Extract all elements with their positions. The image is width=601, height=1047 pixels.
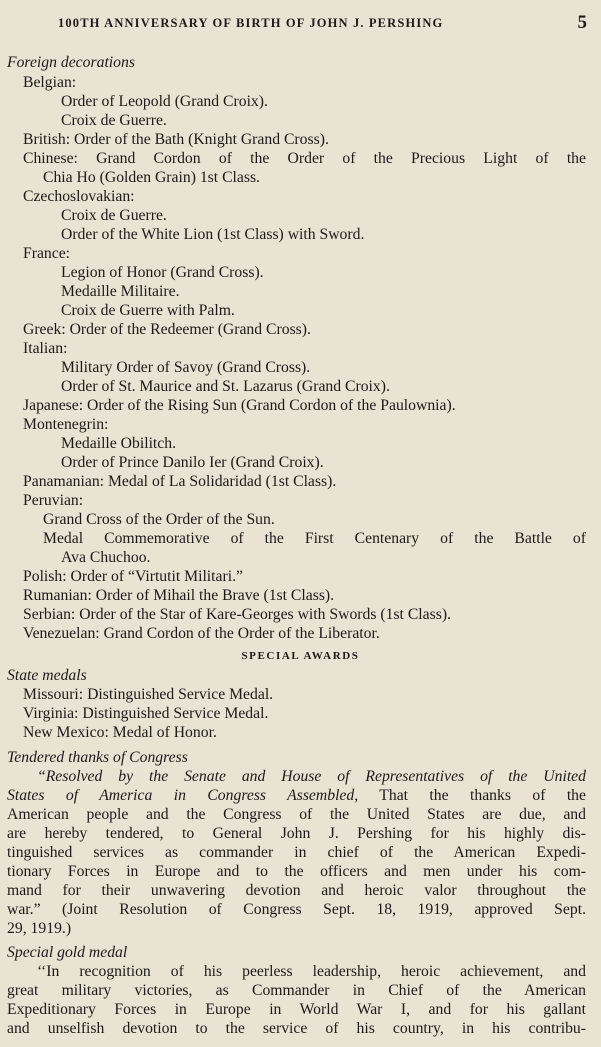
special-awards-heading: SPECIAL AWARDS [241,650,360,662]
decoration-line: Legion of Honor (Grand Cross). [61,264,264,281]
country-line: British: Order of the Bath (Knight Grand Cross). [23,131,329,148]
decoration-line: Order of Leopold (Grand Croix). [61,93,268,110]
resolution-line: American people and the Congress of the United States are due, and [7,806,586,823]
section-heading-foreign-decorations: Foreign decorations [7,54,135,71]
resolution-line: war.” (Joint Resolution of Congress Sept. 18, 1919, approved Sept. [7,901,586,918]
resolution-line: tionary Forces in Europe and to the officers and men under his com- [7,863,586,880]
decoration-line: Croix de Guerre. [61,207,167,224]
country-line: Czechoslovakian: [23,188,135,205]
running-head: 100TH ANNIVERSARY OF BIRTH OF JOHN J. PERSHING [58,16,444,30]
decoration-line: Medaille Militaire. [61,283,180,300]
country-line: Peruvian: [23,492,84,509]
section-heading-state-medals: State medals [7,667,87,684]
resolution-line: mand for their unwavering devotion and heroic valor throughout the [7,882,586,899]
state-medal-line: Missouri: Distinguished Service Medal. [23,686,274,703]
state-medal-line: Virginia: Distinguished Service Medal. [23,705,269,722]
decoration-line: Croix de Guerre with Palm. [61,302,235,319]
country-line: Japanese: Order of the Rising Sun (Grand Cordon of the Paulownia). [23,397,456,414]
resolution-italic-text: States of America in Congress Assembled, [7,787,359,804]
page-number: 5 [577,12,587,33]
section-heading-thanks-of-congress: Tendered thanks of Congress [7,749,188,766]
decoration-line: Order of St. Maurice and St. Lazarus (Grand Croix). [61,378,390,395]
resolution-line: tinguished services as commander in chief of the American Expedi- [7,844,586,861]
decoration-line: Medaille Obilitch. [61,435,177,452]
decoration-line: Ava Chuchoo. [61,549,151,566]
decoration-line: Military Order of Savoy (Grand Cross). [61,359,311,376]
resolution-text: That the thanks of the [358,787,586,804]
resolution-line: are hereby tendered, to General John J. Pershing for his highly dis- [7,825,586,842]
gold-medal-line: Expeditionary Forces in Europe in World War I, and for his gallant [7,1001,586,1018]
gold-medal-line: and unselfish devotion to the service of his country, in his contribu- [7,1020,586,1037]
decoration-line: Order of the White Lion (1st Class) with Sword. [61,226,365,243]
decoration-line: Order of Prince Danilo Ier (Grand Croix). [61,454,324,471]
decoration-line: Grand Cross of the Order of the Sun. [43,511,275,528]
country-line: Panamanian: Medal of La Solidaridad (1st Class). [23,473,337,490]
gold-medal-line: ‘‘In recognition of his peerless leadership, heroic achievement, and [37,963,586,980]
country-line: Polish: Order of “Virtutit Militari.” [23,568,243,585]
resolution-line [7,786,586,805]
country-line: Serbian: Order of the Star of Kare-Georges with Swords (1st Class). [23,606,451,623]
country-line: Italian: [23,340,68,357]
country-line: Greek: Order of the Redeemer (Grand Cross). [23,321,311,338]
resolution-line: 29, 1919.) [7,920,72,937]
country-line: Rumanian: Order of Mihail the Brave (1st Class). [23,587,335,604]
page-header [0,14,601,38]
country-line: Venezuelan: Grand Cordon of the Order of the Liberator. [23,625,380,642]
country-line: France: [23,245,71,262]
country-line: Belgian: [23,74,77,91]
state-medal-line: New Mexico: Medal of Honor. [23,724,217,741]
country-line: Chinese: Grand Cordon of the Order of the Precious Light of the [23,150,586,167]
country-line: Montenegrin: [23,416,109,433]
decoration-line: Medal Commemorative of the First Centenary of the Battle of [43,530,586,547]
gold-medal-line: great military victories, as Commander in Chief of the American [7,982,586,999]
decoration-line: Chia Ho (Golden Grain) 1st Class. [43,169,260,186]
decoration-line: Croix de Guerre. [61,112,167,129]
section-heading-gold-medal: Special gold medal [7,944,128,961]
resolution-line: “Resolved by the Senate and House of Representatives of the United [37,768,586,785]
